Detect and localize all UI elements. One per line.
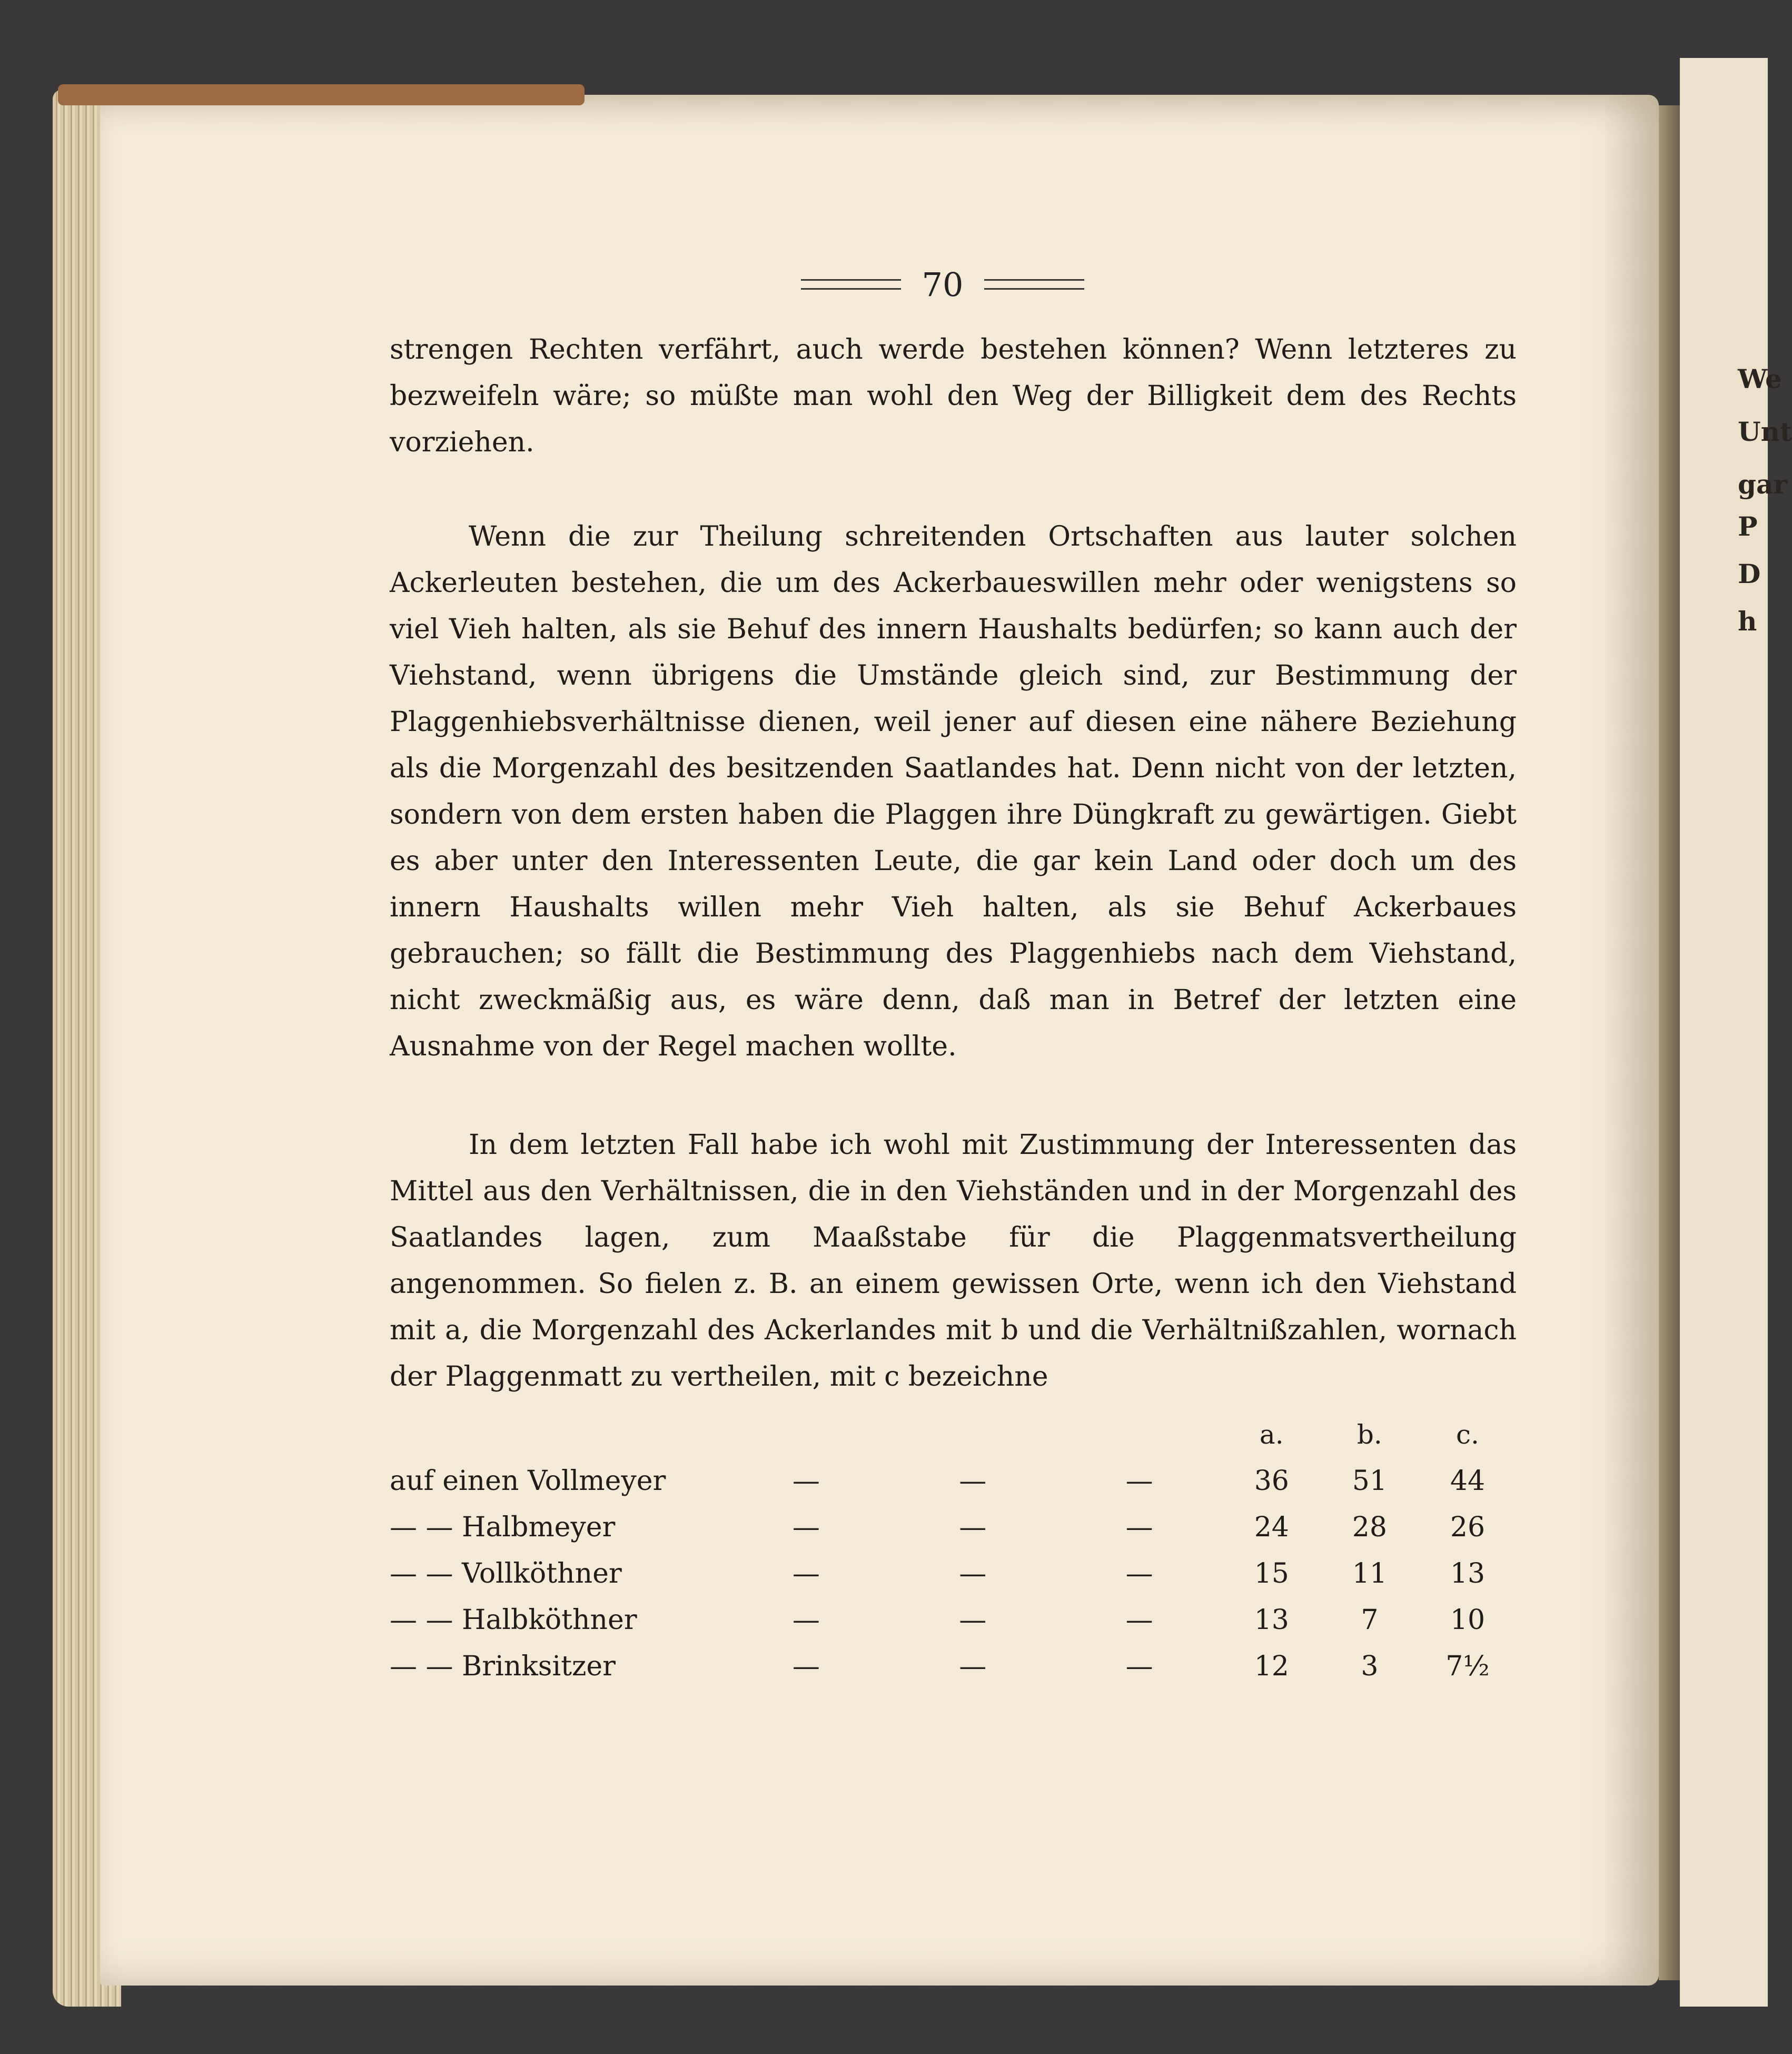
body-text: [390, 1122, 1517, 1400]
row-label: — — Brinksitzer: [390, 1651, 616, 1682]
dash: —: [959, 1465, 987, 1497]
dash: —: [792, 1651, 820, 1682]
dash: —: [1125, 1465, 1153, 1497]
value-a: 15: [1254, 1558, 1289, 1589]
dash: —: [792, 1465, 820, 1497]
dash: —: [959, 1651, 987, 1682]
dash: —: [959, 1558, 987, 1589]
row-label: — — Halbköthner: [390, 1604, 637, 1636]
value-a: 24: [1254, 1512, 1289, 1543]
dash: —: [1125, 1604, 1153, 1636]
worn-page-edge: [58, 84, 585, 105]
value-a: 13: [1254, 1604, 1289, 1636]
header-rule-left: [801, 279, 901, 290]
facing-page: [1680, 58, 1768, 2007]
paragraph: In dem letzten Fall habe ich wohl mit Zustimmung der Interessenten das Mittel aus den Verhältnissen, die in den Viehständen und in der Morgenzahl des Saatlandes lagen, zum Maaßstabe für die Plaggenmatsvertheilung angenommen. So fielen z. B. an einem gewissen Orte, wenn ich den Viehstand mit a, die Morgenzahl des Ackerlandes mit b und die Verhältnißzahlen, wornach der Plaggenmatt zu vertheilen, mit c bezeichne: [390, 1129, 1517, 1393]
table-row: [390, 1551, 1517, 1597]
facing-page-fragment: We: [1738, 363, 1782, 394]
value-b: 51: [1352, 1465, 1387, 1497]
paragraph: strengen Rechten verfährt, auch werde bestehen können? Wenn letzteres zu bezweifeln wäre; so müßte man wohl den Weg der Billigkeit dem des Rechts vorziehen.: [390, 334, 1517, 458]
facing-page-fragment: Unt: [1738, 416, 1792, 447]
value-b: 3: [1361, 1651, 1379, 1682]
dash: —: [792, 1558, 820, 1589]
table-row: [390, 1504, 1517, 1551]
value-b: 7: [1361, 1604, 1379, 1636]
value-b: 28: [1352, 1512, 1387, 1543]
dash: —: [792, 1512, 820, 1543]
table-row: [390, 1458, 1517, 1504]
body-text: [390, 514, 1517, 1070]
row-label: auf einen Vollmeyer: [390, 1465, 666, 1497]
value-c: 7½: [1446, 1651, 1490, 1682]
table-row: [390, 1597, 1517, 1643]
paragraph: Wenn die zur Theilung schreitenden Ortschaften aus lauter solchen Ackerleuten bestehen, die um des Ackerbaueswillen mehr oder wenigstens so viel Vieh halten, als sie Behuf des innern Haushalts bedürfen; so kann auch der Viehstand, wenn übrigens die Umstände gleich sind, zur Bestimmung der Plaggenhiebsverhältnisse dienen, weil jener auf diesen eine nähere Beziehung als die Morgenzahl des besitzenden Saatlandes hat. Denn nicht von der letzten, sondern von dem ersten haben die Plaggen ihre Düngkraft zu gewärtigen. Giebt es aber unter den Interessenten Leute, die gar kein Land oder doch um des innern Haushalts willen mehr Vieh halten, als sie Behuf Ackerbaues gebrauchen; so fällt die Bestimmung des Plaggenhiebs nach dem Viehstand, nicht zweckmäßig aus, es wäre denn, daß man in Betref der letzten eine Ausnahme von der Regel machen wollte.: [390, 521, 1517, 1062]
facing-page-fragment: gar: [1738, 469, 1787, 500]
page-header: [785, 266, 1101, 303]
column-header-b: b.: [1357, 1419, 1382, 1450]
dash: —: [1125, 1651, 1153, 1682]
table-header-row: [390, 1411, 1517, 1458]
value-a: 12: [1254, 1651, 1289, 1682]
value-a: 36: [1254, 1465, 1289, 1497]
row-label: — — Halbmeyer: [390, 1512, 616, 1543]
dash: —: [792, 1604, 820, 1636]
value-c: 26: [1450, 1512, 1486, 1543]
page-number: 70: [922, 265, 964, 304]
row-label: — — Vollköthner: [390, 1558, 622, 1589]
value-c: 44: [1450, 1465, 1486, 1497]
header-rule-right: [984, 279, 1084, 290]
book-gutter: [1659, 105, 1680, 1980]
dash: —: [959, 1512, 987, 1543]
value-b: 11: [1352, 1558, 1387, 1589]
facing-page-fragment: h: [1738, 606, 1757, 637]
body-text: [390, 327, 1517, 466]
facing-page-fragment: D: [1738, 558, 1761, 589]
column-header-c: c.: [1456, 1419, 1479, 1450]
ratio-table: [390, 1411, 1517, 1690]
column-header-a: a.: [1259, 1419, 1284, 1450]
value-c: 13: [1450, 1558, 1486, 1589]
value-c: 10: [1450, 1604, 1486, 1636]
table-row: [390, 1643, 1517, 1690]
dash: —: [959, 1604, 987, 1636]
facing-page-fragment: P: [1738, 511, 1758, 542]
dash: —: [1125, 1512, 1153, 1543]
dash: —: [1125, 1558, 1153, 1589]
